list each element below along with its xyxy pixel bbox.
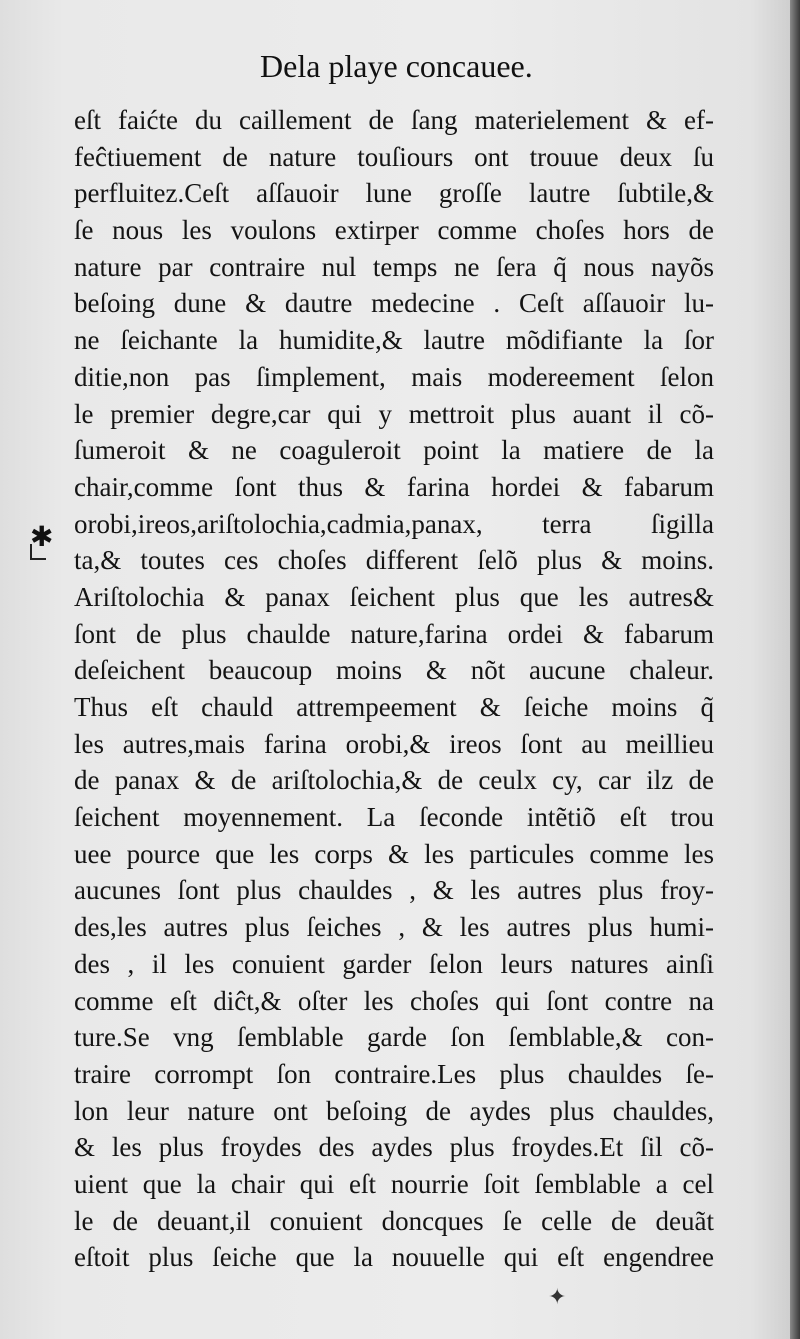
running-header: Dela playe concauee.: [260, 48, 533, 84]
text-line: ture.Se vng ſemblable garde ſon ſemblable,& con-: [74, 1022, 714, 1053]
text-line: perfluitez.Ceſt aſſauoir lune groſſe lautre ſubtile,&: [74, 178, 714, 209]
text-line: eſt faićte du caillement de ſang materielement & ef-: [74, 105, 714, 135]
text-line: de panax & de ariſtolochia,& de ceulx cy, car ilz de: [74, 765, 714, 796]
text-line: nature par contraire nul temps ne ſera q̃ nous nayõs: [74, 251, 714, 282]
text-line: les autres,mais farina orobi,& ireos ſont au meillieu: [74, 728, 714, 759]
text-line: le de deuant,il conuient doncques ſe celle de deuãt: [74, 1205, 714, 1236]
text-line: comme eſt diĉt,& oſter les choſes qui ſont contre na: [74, 985, 714, 1016]
margin-asterisk-mark: ✱: [30, 520, 54, 553]
text-line: & les plus froydes des aydes plus froydes.Et ſil cõ-: [74, 1132, 714, 1163]
text-line: lon leur nature ont beſoing de aydes plus chauldes,: [74, 1095, 714, 1126]
text-line: Ariſtolochia & panax ſeichent plus que les autres&: [74, 581, 714, 612]
text-line: des,les autres plus ſeiches , & les autres plus humi-: [74, 912, 714, 943]
body-text: [74, 102, 714, 1276]
text-line: ſumeroit & ne coaguleroit point la matiere de la: [74, 435, 714, 466]
text-line: orobi,ireos,ariſtolochia,cadmia,panax, terra ſigilla: [74, 508, 714, 539]
text-line: des , il les conuient garder ſelon leurs natures ainſi: [74, 948, 714, 979]
book-spine-edge: [790, 0, 800, 1339]
text-line: ne ſeichante la humidite,& lautre mõdifiante la ſor: [74, 325, 714, 356]
ink-speck: ✦: [548, 1285, 567, 1310]
text-line: traire corrompt ſon contraire.Les plus chauldes ſe-: [74, 1058, 714, 1089]
text-line: uee pource que les corps & les particules comme les: [74, 838, 714, 869]
text-line: ta,& toutes ces choſes different ſelõ plus & moins.: [74, 545, 714, 576]
text-line: deſeichent beaucoup moins & nõt aucune chaleur.: [74, 655, 714, 686]
text-line: ſont de plus chaulde nature,farina ordei & fabarum: [74, 618, 714, 649]
text-line: uient que la chair qui eſt nourrie ſoit ſemblable a cel: [74, 1168, 714, 1199]
text-line: ſe nous les voulons extirper comme choſes hors de: [74, 215, 714, 246]
text-line: beſoing dune & dautre medecine . Ceſt aſſauoir lu-: [74, 288, 714, 319]
text-line: feĉtiuement de nature touſiours ont trouue deux ſu: [74, 141, 714, 172]
text-line: Thus eſt chauld attrempeement & ſeiche moins q̃: [74, 692, 714, 722]
text-line: ditie,non pas ſimplement, mais modereement ſelon: [74, 361, 714, 392]
text-line: aucunes ſont plus chauldes , & les autres plus froy-: [74, 875, 714, 906]
text-line: eſtoit plus ſeiche que la nouuelle qui eſt engendree: [74, 1242, 714, 1273]
text-line: chair,comme ſont thus & farina hordei & fabarum: [74, 471, 714, 502]
text-line: ſeichent moyennement. La ſeconde intẽtiõ eſt trou: [74, 802, 714, 833]
margin-bracket-mark: [30, 544, 46, 560]
text-line: le premier degre,car qui y mettroit plus auant il cõ-: [74, 398, 714, 429]
